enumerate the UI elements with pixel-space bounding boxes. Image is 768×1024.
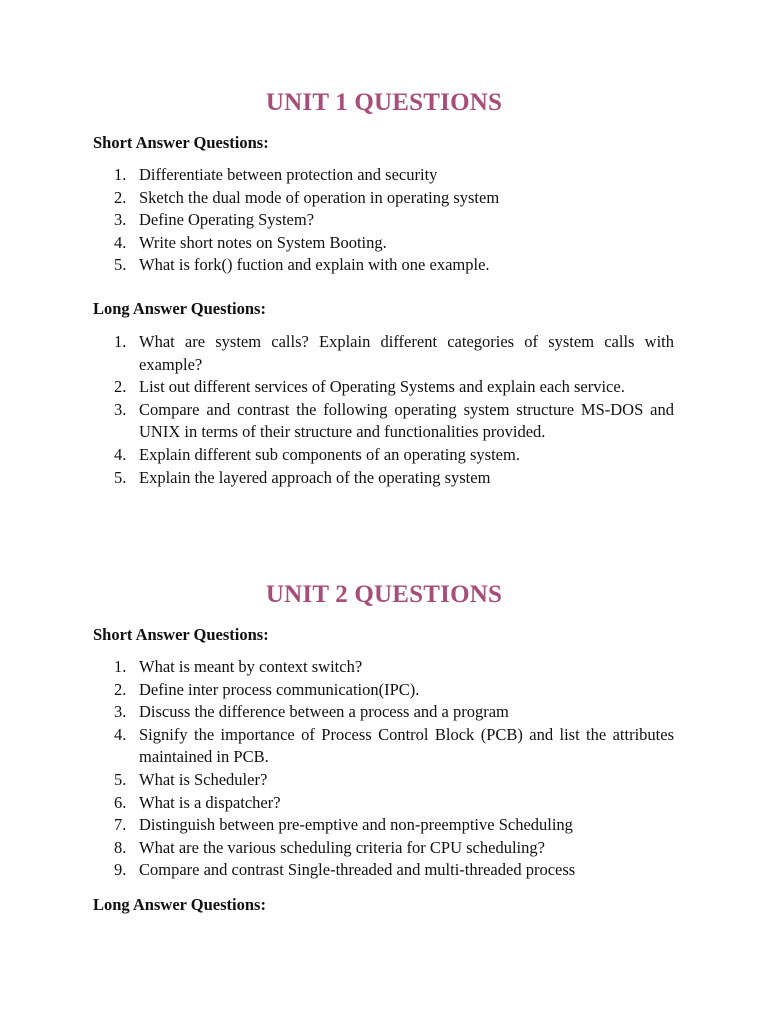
list-item: 5. Explain the layered approach of the operating system (114, 467, 491, 487)
unit-1-long-list (114, 331, 674, 489)
list-item: 4. Signify the importance of Process Control Block (PCB) and list the attributes maintained in PCB. (114, 724, 674, 767)
list-item: 2. Define inter process communication(IPC). (114, 679, 420, 699)
list-item: 4. Explain different sub components of an operating system. (114, 444, 520, 464)
unit-2-short-list (114, 656, 674, 882)
unit-1-short-list (114, 164, 674, 277)
list-item: 4. Write short notes on System Booting. (114, 232, 387, 252)
list-item: 5. What is fork() fuction and explain with one example. (114, 255, 490, 275)
unit-2-long-heading: Long Answer Questions: (93, 895, 266, 914)
list-item: 9. Compare and contrast Single-threaded and multi-threaded process (114, 860, 576, 880)
list-item: 2. Sketch the dual mode of operation in operating system (114, 187, 500, 207)
unit-1-short-heading: Short Answer Questions: (93, 133, 269, 152)
list-item: 7. Distinguish between pre-emptive and non-preemptive Scheduling (114, 815, 573, 835)
list-item: 8. What are the various scheduling criteria for CPU scheduling? (114, 837, 545, 857)
list-item: 6. What is a dispatcher? (114, 792, 281, 812)
unit-1-title: UNIT 1 QUESTIONS (265, 89, 503, 116)
list-item: 5. What is Scheduler? (114, 769, 268, 789)
list-item: 1. What is meant by context switch? (114, 657, 363, 676)
unit-2-title: UNIT 2 QUESTIONS (265, 581, 503, 608)
unit-1-long-heading: Long Answer Questions: (93, 299, 266, 318)
list-item: 3. Define Operating System? (114, 210, 315, 230)
list-item: 1. What are system calls? Explain different categories of system calls with example? (114, 332, 674, 374)
list-item: 3. Compare and contrast the following operating system structure MS-DOS and UNIX in terms of their structure and functionalities provided. (114, 399, 674, 442)
list-item: 2. List out different services of Operating Systems and explain each service. (114, 377, 625, 397)
list-item: 1. Differentiate between protection and security (114, 165, 438, 184)
unit-2-short-heading: Short Answer Questions: (93, 625, 269, 644)
list-item: 3. Discuss the difference between a process and a program (114, 702, 509, 722)
